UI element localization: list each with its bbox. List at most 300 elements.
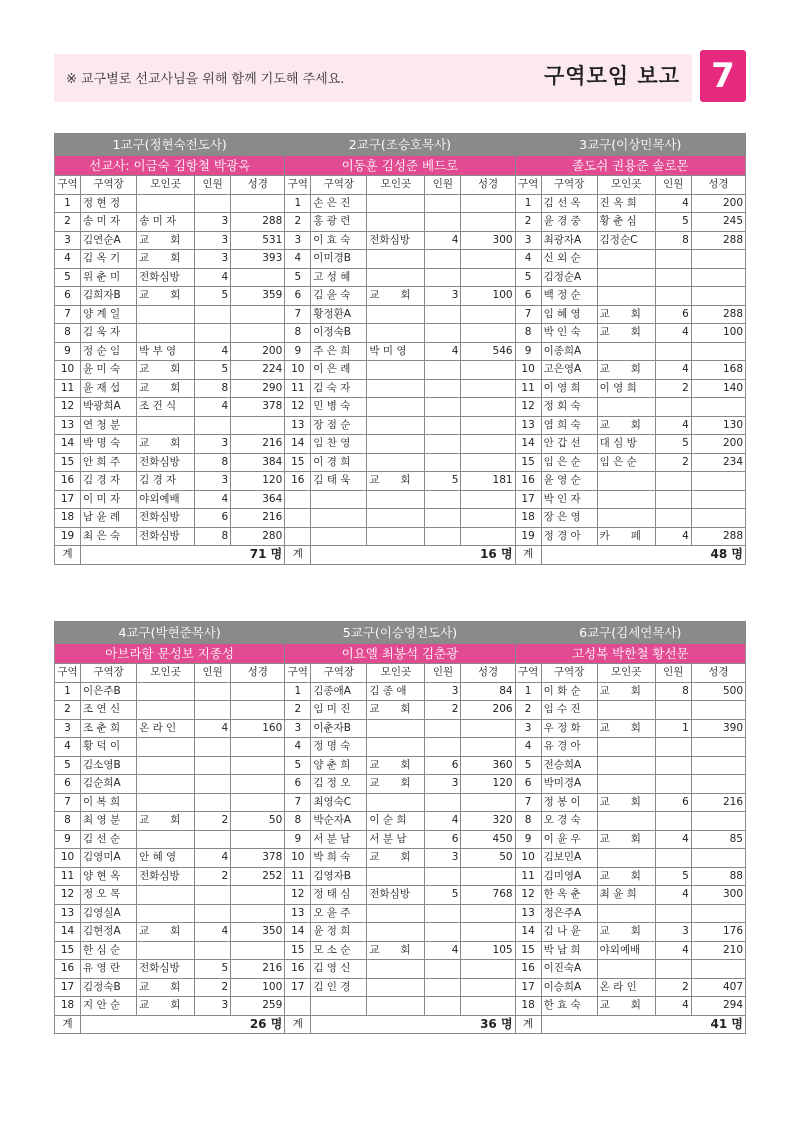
cell-number: 11 bbox=[515, 867, 541, 886]
cell-number: 16 bbox=[55, 472, 81, 491]
cell-count bbox=[655, 756, 691, 775]
table-row bbox=[55, 886, 746, 905]
cell-count bbox=[425, 453, 461, 472]
cell-count: 2 bbox=[195, 978, 231, 997]
cell-count bbox=[655, 904, 691, 923]
table-row bbox=[55, 287, 746, 306]
cell-bible bbox=[461, 527, 515, 546]
column-header: 구역장 bbox=[541, 176, 597, 195]
cell-count: 5 bbox=[195, 960, 231, 979]
table-row bbox=[55, 849, 746, 868]
cell-number: 9 bbox=[285, 342, 311, 361]
cell-leader: 조 춘 희 bbox=[81, 719, 137, 738]
cell-count bbox=[655, 472, 691, 491]
cell-leader: 윤 재 섭 bbox=[81, 379, 137, 398]
total-label: 계 bbox=[55, 1015, 81, 1034]
cell-leader: 김 숙 자 bbox=[311, 379, 367, 398]
cell-bible bbox=[691, 472, 745, 491]
cell-number: 8 bbox=[515, 324, 541, 343]
cell-leader: 조 연 신 bbox=[81, 701, 137, 720]
cell-count bbox=[425, 719, 461, 738]
cell-place: 임 은 순 bbox=[597, 453, 655, 472]
cell-leader: 안 갑 선 bbox=[541, 435, 597, 454]
missionary-names: 아브라함 문성보 지종성 bbox=[55, 644, 285, 664]
cell-number: 11 bbox=[55, 867, 81, 886]
cell-number: 13 bbox=[515, 904, 541, 923]
cell-number: 16 bbox=[285, 960, 311, 979]
cell-count: 5 bbox=[425, 886, 461, 905]
cell-bible bbox=[461, 719, 515, 738]
cell-bible bbox=[691, 738, 745, 757]
cell-count bbox=[425, 904, 461, 923]
cell-place: 교 회 bbox=[597, 923, 655, 942]
cell-bible bbox=[691, 398, 745, 417]
cell-count bbox=[195, 682, 231, 701]
cell-number: 11 bbox=[285, 379, 311, 398]
cell-leader: 정 회 숙 bbox=[541, 398, 597, 417]
cell-number: 11 bbox=[285, 867, 311, 886]
district-report-table-bottom bbox=[54, 621, 746, 1034]
cell-place bbox=[137, 941, 195, 960]
page-title: 구역모임 보고 bbox=[543, 64, 680, 88]
cell-bible bbox=[691, 775, 745, 794]
cell-count: 6 bbox=[655, 305, 691, 324]
cell-leader: 정 순 임 bbox=[81, 342, 137, 361]
cell-leader: 정 현 정 bbox=[81, 194, 137, 213]
total-label: 계 bbox=[515, 1015, 541, 1034]
cell-leader: 유 경 아 bbox=[541, 738, 597, 757]
cell-count bbox=[655, 775, 691, 794]
cell-number: 2 bbox=[515, 701, 541, 720]
cell-leader: 민 병 숙 bbox=[311, 398, 367, 417]
cell-bible bbox=[461, 305, 515, 324]
cell-bible: 288 bbox=[691, 231, 745, 250]
column-header: 인원 bbox=[655, 176, 691, 195]
table-row bbox=[55, 509, 746, 528]
cell-count: 5 bbox=[655, 435, 691, 454]
cell-bible: 216 bbox=[231, 435, 285, 454]
cell-number: 4 bbox=[55, 250, 81, 269]
table-row bbox=[55, 268, 746, 287]
table-row bbox=[55, 923, 746, 942]
column-header: 모인곳 bbox=[597, 176, 655, 195]
cell-bible: 288 bbox=[231, 213, 285, 232]
cell-place bbox=[367, 250, 425, 269]
district-report-table-top bbox=[54, 133, 746, 565]
column-header: 성경 bbox=[231, 176, 285, 195]
cell-place: 교 회 bbox=[137, 435, 195, 454]
district-name-row bbox=[55, 134, 746, 156]
cell-leader: 오 경 숙 bbox=[541, 812, 597, 831]
cell-number: 3 bbox=[55, 231, 81, 250]
cell-leader: 김종애A bbox=[311, 682, 367, 701]
cell-place bbox=[137, 830, 195, 849]
cell-place: 전화심방 bbox=[137, 509, 195, 528]
cell-number: 6 bbox=[515, 287, 541, 306]
cell-place bbox=[367, 527, 425, 546]
cell-leader: 한 심 순 bbox=[81, 941, 137, 960]
cell-place bbox=[597, 738, 655, 757]
cell-place: 교 회 bbox=[597, 719, 655, 738]
cell-number: 14 bbox=[55, 435, 81, 454]
cell-bible bbox=[691, 342, 745, 361]
cell-count: 4 bbox=[195, 849, 231, 868]
table-row bbox=[55, 941, 746, 960]
cell-number: 4 bbox=[55, 738, 81, 757]
cell-leader: 고은영A bbox=[541, 361, 597, 380]
cell-leader: 지 안 순 bbox=[81, 997, 137, 1016]
cell-place bbox=[367, 509, 425, 528]
cell-place bbox=[597, 960, 655, 979]
cell-place: 김 경 자 bbox=[137, 472, 195, 491]
cell-count bbox=[425, 268, 461, 287]
cell-bible bbox=[691, 509, 745, 528]
cell-number: 8 bbox=[55, 812, 81, 831]
cell-count: 4 bbox=[195, 342, 231, 361]
cell-leader: 이 윤 우 bbox=[541, 830, 597, 849]
cell-count: 3 bbox=[425, 287, 461, 306]
cell-count bbox=[195, 738, 231, 757]
cell-bible bbox=[231, 194, 285, 213]
cell-bible: 350 bbox=[231, 923, 285, 942]
cell-leader: 이진숙A bbox=[541, 960, 597, 979]
cell-bible bbox=[691, 287, 745, 306]
cell-place: 박 미 영 bbox=[367, 342, 425, 361]
cell-leader: 모 소 순 bbox=[311, 941, 367, 960]
cell-count: 3 bbox=[195, 250, 231, 269]
cell-place bbox=[367, 213, 425, 232]
cell-bible bbox=[691, 849, 745, 868]
cell-number: 14 bbox=[285, 923, 311, 942]
cell-place: 조 건 식 bbox=[137, 398, 195, 417]
cell-number: 10 bbox=[285, 849, 311, 868]
cell-number: 3 bbox=[285, 231, 311, 250]
cell-count bbox=[655, 812, 691, 831]
cell-bible bbox=[691, 268, 745, 287]
cell-count bbox=[425, 960, 461, 979]
cell-leader: 서 분 남 bbox=[311, 830, 367, 849]
cell-count: 3 bbox=[195, 435, 231, 454]
column-header: 구역 bbox=[285, 664, 311, 683]
cell-count bbox=[425, 978, 461, 997]
cell-leader: 임 미 진 bbox=[311, 701, 367, 720]
cell-bible bbox=[231, 775, 285, 794]
cell-leader: 김 인 경 bbox=[311, 978, 367, 997]
cell-number: 5 bbox=[285, 756, 311, 775]
cell-bible bbox=[461, 509, 515, 528]
cell-count: 3 bbox=[425, 775, 461, 794]
cell-number: 18 bbox=[55, 509, 81, 528]
cell-bible: 84 bbox=[461, 682, 515, 701]
cell-count: 3 bbox=[425, 849, 461, 868]
cell-bible bbox=[461, 923, 515, 942]
cell-count bbox=[425, 250, 461, 269]
cell-count: 4 bbox=[655, 886, 691, 905]
cell-number: 15 bbox=[55, 941, 81, 960]
cell-place: 온 라 인 bbox=[597, 978, 655, 997]
table-row bbox=[55, 453, 746, 472]
cell-bible: 216 bbox=[231, 509, 285, 528]
cell-count: 4 bbox=[425, 941, 461, 960]
cell-count bbox=[425, 361, 461, 380]
column-header: 인원 bbox=[425, 664, 461, 683]
cell-place: 전화심방 bbox=[137, 453, 195, 472]
district-name: 3교구(이상민목사) bbox=[515, 134, 745, 156]
cell-place: 전화심방 bbox=[367, 231, 425, 250]
cell-leader: 황 덕 이 bbox=[81, 738, 137, 757]
cell-number: 15 bbox=[515, 941, 541, 960]
cell-bible: 200 bbox=[231, 342, 285, 361]
cell-bible: 130 bbox=[691, 416, 745, 435]
cell-count bbox=[425, 379, 461, 398]
cell-leader: 장 은 영 bbox=[541, 509, 597, 528]
cell-count: 2 bbox=[655, 978, 691, 997]
cell-bible: 105 bbox=[461, 941, 515, 960]
cell-place: 교 회 bbox=[137, 812, 195, 831]
cell-leader: 이춘자B bbox=[311, 719, 367, 738]
cell-bible bbox=[691, 250, 745, 269]
cell-number: 4 bbox=[515, 738, 541, 757]
cell-place: 야외예배 bbox=[137, 490, 195, 509]
cell-bible: 294 bbox=[691, 997, 745, 1016]
cell-bible bbox=[461, 416, 515, 435]
cell-place bbox=[137, 886, 195, 905]
cell-count: 2 bbox=[195, 812, 231, 831]
cell-leader: 김보민A bbox=[541, 849, 597, 868]
cell-place: 야외예배 bbox=[597, 941, 655, 960]
cell-count: 5 bbox=[655, 867, 691, 886]
cell-number: 4 bbox=[285, 738, 311, 757]
cell-number: 3 bbox=[515, 231, 541, 250]
cell-number: 13 bbox=[55, 416, 81, 435]
cell-bible bbox=[231, 682, 285, 701]
cell-place: 교 회 bbox=[597, 361, 655, 380]
cell-leader: 신 외 순 bbox=[541, 250, 597, 269]
cell-number: 13 bbox=[515, 416, 541, 435]
cell-leader: 정 태 심 bbox=[311, 886, 367, 905]
cell-bible: 176 bbox=[691, 923, 745, 942]
cell-place bbox=[367, 719, 425, 738]
cell-number: 1 bbox=[285, 682, 311, 701]
cell-bible: 390 bbox=[691, 719, 745, 738]
cell-number: 9 bbox=[55, 830, 81, 849]
cell-leader: 한 효 숙 bbox=[541, 997, 597, 1016]
cell-bible bbox=[461, 379, 515, 398]
cell-count: 6 bbox=[425, 830, 461, 849]
cell-bible: 359 bbox=[231, 287, 285, 306]
table-row bbox=[55, 682, 746, 701]
cell-place bbox=[367, 923, 425, 942]
cell-count: 3 bbox=[195, 213, 231, 232]
cell-bible: 216 bbox=[231, 960, 285, 979]
cell-number: 6 bbox=[55, 775, 81, 794]
cell-place bbox=[367, 978, 425, 997]
column-header: 구역 bbox=[515, 664, 541, 683]
cell-number: 10 bbox=[515, 361, 541, 380]
cell-bible: 320 bbox=[461, 812, 515, 831]
cell-place bbox=[137, 324, 195, 343]
cell-count: 3 bbox=[425, 682, 461, 701]
cell-bible: 546 bbox=[461, 342, 515, 361]
cell-bible bbox=[461, 268, 515, 287]
cell-count bbox=[425, 867, 461, 886]
cell-bible: 531 bbox=[231, 231, 285, 250]
cell-leader: 송 미 자 bbox=[81, 213, 137, 232]
cell-bible: 88 bbox=[691, 867, 745, 886]
cell-count bbox=[195, 416, 231, 435]
cell-leader: 최영숙C bbox=[311, 793, 367, 812]
cell-leader bbox=[311, 527, 367, 546]
cell-count: 4 bbox=[195, 719, 231, 738]
cell-leader: 최 영 분 bbox=[81, 812, 137, 831]
cell-number: 2 bbox=[285, 701, 311, 720]
cell-leader: 김 나 윤 bbox=[541, 923, 597, 942]
cell-place: 전화심방 bbox=[367, 886, 425, 905]
cell-place bbox=[137, 701, 195, 720]
cell-count bbox=[425, 213, 461, 232]
cell-count: 3 bbox=[195, 472, 231, 491]
table-row bbox=[55, 342, 746, 361]
cell-number bbox=[285, 527, 311, 546]
cell-leader: 윤 미 숙 bbox=[81, 361, 137, 380]
cell-place: 송 미 자 bbox=[137, 213, 195, 232]
total-value: 71 명 bbox=[81, 546, 285, 565]
cell-leader: 임 수 진 bbox=[541, 701, 597, 720]
cell-count bbox=[195, 941, 231, 960]
cell-bible bbox=[231, 886, 285, 905]
cell-place bbox=[597, 398, 655, 417]
cell-place bbox=[597, 812, 655, 831]
cell-leader: 정 명 숙 bbox=[311, 738, 367, 757]
cell-place bbox=[367, 361, 425, 380]
cell-place bbox=[597, 904, 655, 923]
cell-place bbox=[367, 867, 425, 886]
cell-leader: 박광희A bbox=[81, 398, 137, 417]
cell-bible: 140 bbox=[691, 379, 745, 398]
district-name: 6교구(김세연목사) bbox=[515, 622, 745, 644]
cell-number: 2 bbox=[515, 213, 541, 232]
cell-place: 교 회 bbox=[597, 997, 655, 1016]
cell-bible: 160 bbox=[231, 719, 285, 738]
cell-count: 4 bbox=[655, 361, 691, 380]
cell-bible: 216 bbox=[691, 793, 745, 812]
cell-number: 10 bbox=[55, 849, 81, 868]
cell-bible: 234 bbox=[691, 453, 745, 472]
cell-number: 15 bbox=[55, 453, 81, 472]
cell-bible: 50 bbox=[461, 849, 515, 868]
cell-count: 8 bbox=[655, 231, 691, 250]
cell-bible: 85 bbox=[691, 830, 745, 849]
cell-count bbox=[425, 416, 461, 435]
total-label: 계 bbox=[55, 546, 81, 565]
cell-leader: 최 은 숙 bbox=[81, 527, 137, 546]
cell-number: 17 bbox=[515, 978, 541, 997]
prayer-notice: ※ 교구별로 선교사님을 위해 함께 기도해 주세요. bbox=[66, 72, 345, 87]
cell-count bbox=[655, 509, 691, 528]
cell-bible: 500 bbox=[691, 682, 745, 701]
cell-bible bbox=[231, 941, 285, 960]
column-header: 성경 bbox=[461, 176, 515, 195]
cell-count: 1 bbox=[655, 719, 691, 738]
total-value: 36 명 bbox=[311, 1015, 515, 1034]
cell-leader: 김영실A bbox=[81, 904, 137, 923]
cell-number: 13 bbox=[55, 904, 81, 923]
cell-place bbox=[597, 250, 655, 269]
cell-count: 4 bbox=[655, 830, 691, 849]
cell-bible bbox=[461, 194, 515, 213]
cell-number: 5 bbox=[55, 756, 81, 775]
cell-count: 6 bbox=[425, 756, 461, 775]
missionary-names: 고성복 박한철 황선문 bbox=[515, 644, 745, 664]
cell-number: 17 bbox=[285, 978, 311, 997]
cell-count: 4 bbox=[655, 941, 691, 960]
cell-bible: 290 bbox=[231, 379, 285, 398]
table-row bbox=[55, 701, 746, 720]
cell-place: 서 분 남 bbox=[367, 830, 425, 849]
table-row bbox=[55, 416, 746, 435]
cell-place bbox=[367, 904, 425, 923]
cell-leader: 이 경 희 bbox=[311, 453, 367, 472]
cell-count: 8 bbox=[195, 527, 231, 546]
cell-number: 15 bbox=[285, 453, 311, 472]
cell-number: 10 bbox=[55, 361, 81, 380]
cell-number: 4 bbox=[285, 250, 311, 269]
cell-count: 3 bbox=[195, 997, 231, 1016]
cell-number: 1 bbox=[515, 194, 541, 213]
cell-number: 2 bbox=[285, 213, 311, 232]
cell-count bbox=[195, 324, 231, 343]
cell-bible bbox=[691, 812, 745, 831]
cell-leader: 윤 정 희 bbox=[311, 923, 367, 942]
column-header: 구역장 bbox=[81, 664, 137, 683]
column-header: 인원 bbox=[195, 664, 231, 683]
cell-place: 진 옥 희 bbox=[597, 194, 655, 213]
missionary-names: 이동훈 김성준 베드로 bbox=[285, 156, 515, 176]
cell-place: 교 회 bbox=[597, 682, 655, 701]
cell-number: 3 bbox=[285, 719, 311, 738]
table-row bbox=[55, 361, 746, 380]
cell-bible: 206 bbox=[461, 701, 515, 720]
total-label: 계 bbox=[285, 1015, 311, 1034]
cell-number: 16 bbox=[515, 472, 541, 491]
cell-bible bbox=[461, 793, 515, 812]
cell-leader: 이 효 숙 bbox=[311, 231, 367, 250]
cell-leader: 김 태 욱 bbox=[311, 472, 367, 491]
cell-number: 18 bbox=[515, 997, 541, 1016]
column-header: 모인곳 bbox=[137, 664, 195, 683]
cell-bible: 364 bbox=[231, 490, 285, 509]
cell-bible: 384 bbox=[231, 453, 285, 472]
cell-number: 5 bbox=[515, 756, 541, 775]
cell-place bbox=[137, 904, 195, 923]
cell-place bbox=[367, 490, 425, 509]
column-header: 성경 bbox=[691, 664, 745, 683]
cell-bible: 100 bbox=[231, 978, 285, 997]
cell-number: 5 bbox=[55, 268, 81, 287]
cell-count: 4 bbox=[655, 997, 691, 1016]
cell-bible bbox=[691, 701, 745, 720]
cell-leader: 김정순A bbox=[541, 268, 597, 287]
column-header: 모인곳 bbox=[597, 664, 655, 683]
column-header: 성경 bbox=[231, 664, 285, 683]
district-name: 2교구(조승호목사) bbox=[285, 134, 515, 156]
cell-number: 17 bbox=[515, 490, 541, 509]
cell-bible bbox=[691, 756, 745, 775]
cell-bible bbox=[461, 960, 515, 979]
cell-leader: 남 윤 례 bbox=[81, 509, 137, 528]
table-row bbox=[55, 398, 746, 417]
cell-bible bbox=[231, 268, 285, 287]
